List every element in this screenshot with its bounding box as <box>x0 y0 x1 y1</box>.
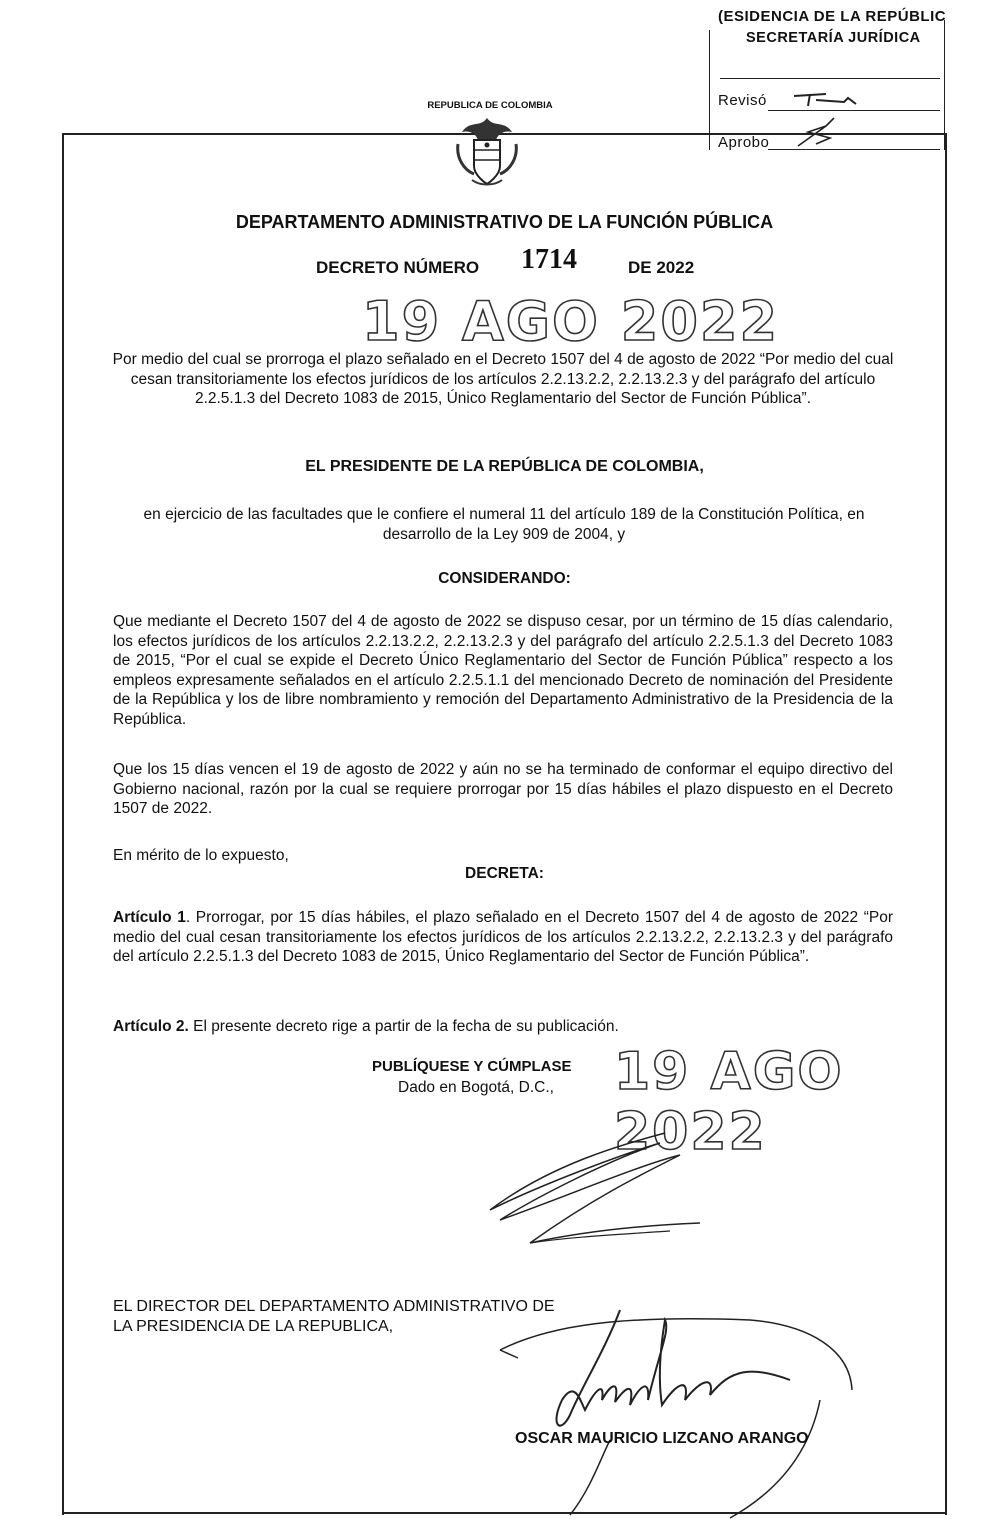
signatory-name: OSCAR MAURICIO LIZCANO ARANGO <box>515 1430 809 1447</box>
considering-paragraph-2: Que los 15 días vencen el 19 de agosto de 2022 y aún no se ha terminado de conformar el equipo directivo del Gobierno nacional, razón por la cual se requiere prorrogar por 15 días hábiles el plazo dispuesto en el Decreto 1507 de 2022. <box>113 761 893 817</box>
decree-year: DE 2022 <box>628 258 695 277</box>
article-2 <box>113 1017 893 1037</box>
powers-paragraph: en ejercicio de las facultades que le confiere el numeral 11 del artículo 189 de la Constitución Política, en desarrollo de la Ley 909 de 2004, y <box>143 506 865 543</box>
article-1-label: Artículo 1 <box>113 909 186 926</box>
decree-label: DECRETO NÚMERO <box>316 258 480 277</box>
article-1-text: . Prorrogar, por 15 días hábiles, el plazo señalado en el Decreto 1507 del 4 de agosto de 2022 “Por medio del cual cesan transitoriamente los efectos jurídicos de los artículos 2.2.13.2.2, 2.2.13.2.3 y del parágrafo del artículo 2.2.5.1.3 del Decreto 1083 de 2015, Único Reglamentario del Sector de Función Pública”. <box>113 909 894 965</box>
signatory-title-line-2: LA PRESIDENCIA DE LA REPUBLICA, <box>113 1318 394 1335</box>
merit-paragraph: En mérito de lo expuesto, <box>113 847 289 864</box>
article-1 <box>113 908 893 967</box>
signatory-title-line-1: EL DIRECTOR DEL DEPARTAMENTO ADMINISTRATIVO DE <box>113 1298 555 1315</box>
review-stamp <box>706 0 951 150</box>
considering-heading: CONSIDERANDO: <box>438 570 571 587</box>
decree-number: 1714 <box>521 244 577 275</box>
stamp-left-rule <box>709 30 710 150</box>
department-title: DEPARTAMENTO ADMINISTRATIVO DE LA FUNCIÓN PÚBLICA <box>235 212 774 232</box>
coat-of-arms-icon <box>452 114 522 190</box>
president-signature <box>470 1125 710 1265</box>
stamp-line-1: (ESIDENCIA DE LA REPÚBLIC <box>718 8 947 25</box>
republic-label: REPUBLICA DE COLOMBIA <box>427 100 553 111</box>
publish-order: PUBLÍQUESE Y CÚMPLASE <box>372 1058 572 1075</box>
stamp-reviso-label: Revisó <box>718 92 767 109</box>
decrees-heading: DECRETA: <box>465 865 544 882</box>
article-2-label: Artículo 2. <box>113 1018 189 1035</box>
date-stamp-closing: 19 AGO 2022 <box>614 1042 844 1162</box>
decree-summary: Por medio del cual se prorroga el plazo señalado en el Decreto 1507 del 4 de agosto de 2022 “Por medio del cual cesan transitoriamente los efectos jurídicos de los artículos 2.2.13.2.2, 2.2.13.2.3 y del parágrafo del artículo 2.2.5.1.3 del Decreto 1083 de 2015, Único Reglamentario del Sector de Función Pública”. <box>112 351 894 407</box>
date-stamp-header: 19 AGO 2022 <box>362 290 780 353</box>
given-in-label: Dado en Bogotá, D.C., <box>398 1079 554 1096</box>
stamp-divider <box>720 78 940 79</box>
considering-paragraph-1: Que mediante el Decreto 1507 del 4 de agosto de 2022 se dispuso cesar, por un término de 15 días calendario, los efectos jurídicos de los artículos 2.2.13.2.2, 2.2.13.2.3 y del parágrafo del artículo 2.2.5.1.3 del Decreto 1083 de 2015, “Por el cual se expide el Decreto Único Reglamentario del Sector de Función Pública” respecto a los empleos expresamente señalados en el artículo 2.2.5.1.1 del mencionado Decreto de nominación del Presidente de la República y los de libre nombramiento y remoción del Departamento Administrativo de la Presidencia de la República. <box>113 613 893 728</box>
stamp-aprobo-label: Aprobo <box>718 134 770 151</box>
director-signature <box>490 1290 870 1520</box>
stamp-right-rule <box>944 20 945 150</box>
president-heading: EL PRESIDENTE DE LA REPÚBLICA DE COLOMBIA, <box>305 458 704 475</box>
article-2-text: El presente decreto rige a partir de la fecha de su publicación. <box>188 1018 619 1035</box>
stamp-line-2: SECRETARÍA JURÍDICA <box>746 30 921 46</box>
